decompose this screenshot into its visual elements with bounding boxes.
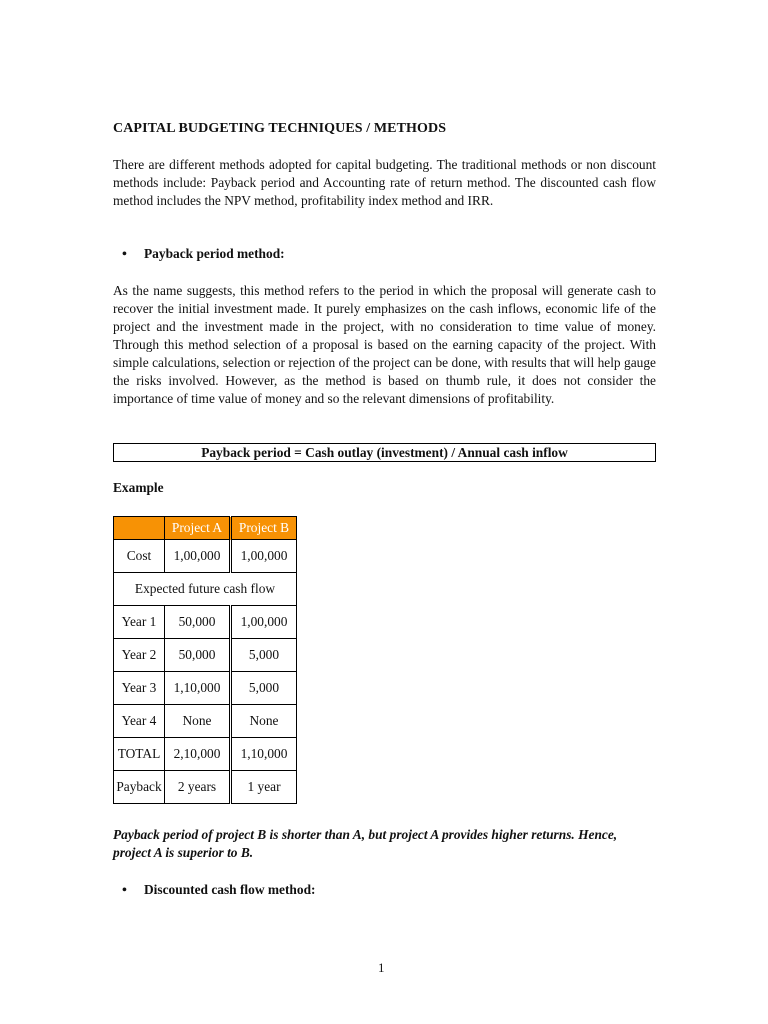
- table-cell: 5,000: [231, 672, 297, 705]
- table-row: [114, 705, 297, 738]
- table-cell: 1 year: [231, 771, 297, 804]
- table-cell: Year 4: [114, 705, 165, 738]
- table-cell: 50,000: [165, 606, 231, 639]
- table-header-cell: Project B: [231, 517, 297, 540]
- projects-table: [113, 516, 297, 804]
- table-header-cell: [114, 517, 165, 540]
- page-title: CAPITAL BUDGETING TECHNIQUES / METHODS: [113, 121, 447, 136]
- table-cell: 1,00,000: [231, 606, 297, 639]
- table-cell: Year 2: [114, 639, 165, 672]
- table-cell: 1,10,000: [165, 672, 231, 705]
- table-cell: 50,000: [165, 639, 231, 672]
- conclusion-text: Payback period of project B is shorter than A, but project A provides higher returns. Hence, project A is superior to B.: [113, 827, 618, 860]
- page-number: 1: [378, 960, 385, 975]
- bullet-icon: •: [122, 247, 127, 262]
- table-cell: 1,00,000: [165, 540, 231, 573]
- table-header-row: [114, 517, 297, 540]
- bullet-payback-method: [122, 246, 285, 263]
- bullet-icon: •: [122, 883, 127, 898]
- table-cell: Year 3: [114, 672, 165, 705]
- table-row: [114, 738, 297, 771]
- table-row: [114, 639, 297, 672]
- table-cell: 2,10,000: [165, 738, 231, 771]
- table-cell: Payback: [114, 771, 165, 804]
- table-cell: 5,000: [231, 639, 297, 672]
- table-span-cell: Expected future cash flow: [114, 573, 297, 606]
- table-cell: Cost: [114, 540, 165, 573]
- intro-paragraph: There are different methods adopted for capital budgeting. The traditional methods or non discount methods include: Payback period and Accounting rate of return method. The discounted cash flow method includes the NPV method, profitability index method and IRR.: [113, 157, 656, 208]
- example-label: Example: [113, 480, 164, 495]
- table-header-cell: Project A: [165, 517, 231, 540]
- table-cell: None: [165, 705, 231, 738]
- table-row: [114, 573, 297, 606]
- formula-box: Payback period = Cash outlay (investment) / Annual cash inflow: [113, 443, 656, 462]
- table-cell: 2 years: [165, 771, 231, 804]
- table-row: [114, 771, 297, 804]
- table-cell: 1,00,000: [231, 540, 297, 573]
- table-cell: TOTAL: [114, 738, 165, 771]
- table-cell: 1,10,000: [231, 738, 297, 771]
- bullet-label: Discounted cash flow method:: [144, 882, 316, 897]
- bullet-discounted-cash-flow: [122, 882, 315, 899]
- table-cell: Year 1: [114, 606, 165, 639]
- table-row: [114, 672, 297, 705]
- payback-description: As the name suggests, this method refers to the period in which the proposal will generate cash to recover the initial investment made. It purely emphasizes on the cash inflows, economic life of the project and the investment made in the project, with no consideration to time value of money. Through this method selection of a proposal is based on the earning capacity of the project. With simple calculations, selection or rejection of the project can be done, with results that will help gauge the risks involved. However, as the method is based on thumb rule, it does not consider the importance of time value of money and so the relevant dimensions of profitability.: [113, 283, 656, 406]
- table-row: [114, 540, 297, 573]
- table-cell: None: [231, 705, 297, 738]
- bullet-label: Payback period method:: [144, 246, 285, 261]
- table-row: [114, 606, 297, 639]
